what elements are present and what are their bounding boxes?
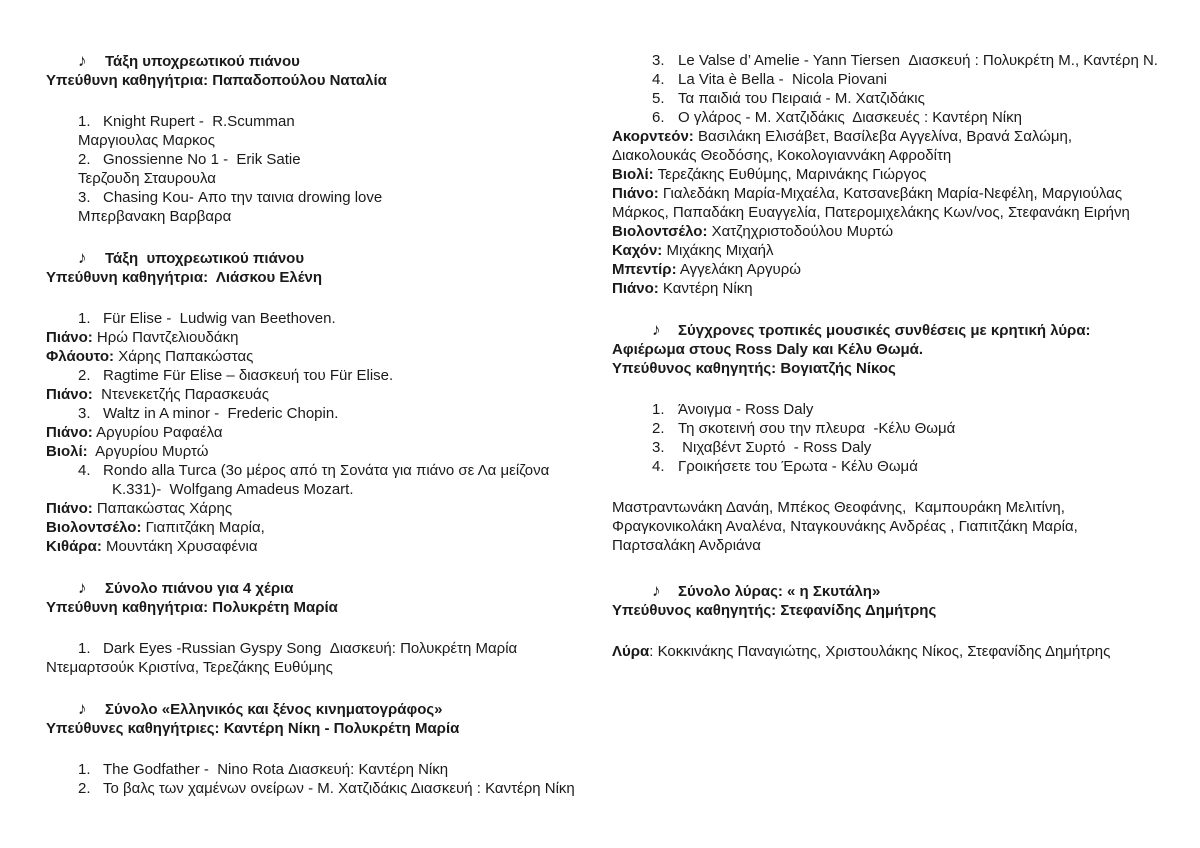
line-text: Ragtime Für Elise – διασκευή του Für Elise. xyxy=(103,367,394,384)
blank-line xyxy=(46,287,612,309)
line-text: Υπεύθυνη καθηγήτρια: Παπαδοπούλου Ναταλία xyxy=(46,72,387,89)
music-note-icon: ♪ xyxy=(652,320,661,339)
instrument-label: Πιάνο: xyxy=(46,500,93,517)
item-number: 3. xyxy=(78,189,91,206)
instrument-label: Πιάνο: xyxy=(46,424,93,441)
line-text: Παρτσαλάκη Ανδριάνα xyxy=(612,537,761,554)
blank-line xyxy=(46,677,612,699)
line-text: Le Valse d’ Amelie - Yann Tiersen Διασκευή : Πολυκρέτη Μ., Καντέρη Ν. xyxy=(678,52,1158,69)
line-text: Knight Rupert - R.Scumman xyxy=(103,113,295,130)
instrument-label: Πιάνο: xyxy=(46,329,93,346)
instrument-label: Ακορντεόν: xyxy=(612,128,694,145)
line-text: Σύγχρονες τροπικές μουσικές συνθέσεις με κρητική λύρα: xyxy=(678,322,1091,339)
line-text: Rondo alla Turca (3ο μέρος από τη Σονάτα για πιάνο σε Λα μείζονα xyxy=(103,462,550,479)
performer-name xyxy=(78,131,612,150)
line-text: Γιαλεδάκη Μαρία-Μιχαέλα, Κατσανεβάκη Μαρία-Νεφέλη, Μαργιούλας xyxy=(658,185,1123,202)
line-text: Μάρκος, Παπαδάκη Ευαγγελία, Πατερομιχελάκης Κων/νος, Στεφανάκη Ειρήνη xyxy=(612,204,1130,221)
program-item xyxy=(78,309,612,328)
instrument-label: Πιάνο: xyxy=(46,386,93,403)
performer-line xyxy=(612,517,1184,536)
item-number: 6. xyxy=(652,109,665,126)
instrument-label: Βιολί: xyxy=(612,166,654,183)
program-item xyxy=(78,188,612,207)
line-text: Άνοιγμα - Ross Daly xyxy=(678,401,814,418)
item-number: 2. xyxy=(78,151,91,168)
instrument-label: Μπεντίρ: xyxy=(612,261,677,278)
instrument-line xyxy=(612,260,1184,279)
section-subheading xyxy=(46,719,612,738)
item-number: 3. xyxy=(652,439,665,456)
section-subheading xyxy=(612,359,1184,378)
performer-name xyxy=(78,169,612,188)
line-text: Το βαλς των χαμένων ονείρων - Μ. Χατζιδάκις Διασκευή : Καντέρη Νίκη xyxy=(103,780,575,797)
line-text: Ο γλάρος - Μ. Χατζιδάκις Διασκευές : Καντέρη Νίκη xyxy=(678,109,1022,126)
instrument-line xyxy=(612,241,1184,260)
instrument-line xyxy=(612,279,1184,298)
instrument-line xyxy=(46,328,612,347)
item-number: 4. xyxy=(652,71,665,88)
line-text: Μαργιουλας Μαρκος xyxy=(78,132,216,149)
section-subheading xyxy=(612,340,1184,359)
section-heading xyxy=(652,320,1184,340)
performer-name xyxy=(78,207,612,226)
item-number: 1. xyxy=(78,640,91,657)
program-item xyxy=(78,404,612,423)
line-text: Τερζουδη Σταυρουλα xyxy=(78,170,216,187)
music-note-icon: ♪ xyxy=(652,581,661,600)
program-item xyxy=(78,112,612,131)
line-text: Αργυρίου Ραφαέλα xyxy=(92,424,223,441)
line-text: Für Elise - Ludwig van Beethoven. xyxy=(103,310,336,327)
item-number: 1. xyxy=(78,113,91,130)
line-text: Νιχαβέντ Συρτό - Ross Daly xyxy=(678,439,872,456)
instrument-line xyxy=(612,165,1184,184)
item-number: 2. xyxy=(78,367,91,384)
line-text: Μπερβανακη Βαρβαρα xyxy=(78,208,232,225)
line-text: Αγγελάκη Αργυρώ xyxy=(676,261,801,278)
item-number: 2. xyxy=(652,420,665,437)
item-number: 1. xyxy=(78,310,91,327)
program-item xyxy=(652,70,1184,89)
instrument-label: Πιάνο: xyxy=(612,280,659,297)
section-subheading xyxy=(612,601,1184,620)
line-text: Σύνολο λύρας: « η Σκυτάλη» xyxy=(678,583,881,600)
line-text: Ντενεκετζής Παρασκευάς xyxy=(92,386,269,403)
blank-line xyxy=(46,617,612,639)
program-item xyxy=(652,89,1184,108)
instrument-line xyxy=(46,423,612,442)
section-heading xyxy=(652,581,1184,601)
program-item xyxy=(78,150,612,169)
line-text: Τάξη υποχρεωτικού πιάνου xyxy=(105,53,300,70)
line-text: Παπακώστας Χάρης xyxy=(92,500,233,517)
section-heading xyxy=(78,699,612,719)
performer-line xyxy=(612,536,1184,555)
program-item xyxy=(78,366,612,385)
section-heading xyxy=(78,578,612,598)
program-item xyxy=(78,461,612,480)
instrument-label: Κιθάρα: xyxy=(46,538,102,555)
item-number: 3. xyxy=(652,52,665,69)
item-number: 4. xyxy=(652,458,665,475)
line-text: Γροικήσετε του Έρωτα - Κέλυ Θωμά xyxy=(678,458,918,475)
line-text: Σύνολο πιάνου για 4 χέρια xyxy=(105,580,294,597)
left-column xyxy=(46,51,612,798)
item-number: 4. xyxy=(78,462,91,479)
line-text: Αργυρίου Μυρτώ xyxy=(87,443,209,460)
item-number: 3. xyxy=(78,405,91,422)
instrument-line xyxy=(46,442,612,461)
line-text: Τη σκοτεινή σου την πλευρα -Κέλυ Θωμά xyxy=(678,420,956,437)
program-item xyxy=(652,438,1184,457)
blank-line xyxy=(612,620,1184,642)
line-text: Dark Eyes -Russian Gyspy Song Διασκευή: Πολυκρέτη Μαρία xyxy=(103,640,518,657)
instrument-line xyxy=(612,642,1184,661)
line-text: Υπεύθυνος καθηγητής: Στεφανίδης Δημήτρης xyxy=(612,602,937,619)
performer-line xyxy=(612,203,1184,222)
music-note-icon: ♪ xyxy=(78,699,87,718)
blank-line xyxy=(612,476,1184,498)
blank-line xyxy=(46,226,612,248)
program-item xyxy=(652,51,1184,70)
instrument-line xyxy=(46,385,612,404)
program-item xyxy=(652,457,1184,476)
program-item xyxy=(78,639,612,658)
line-text: Σύνολο «Ελληνικός και ξένος κινηματογράφος» xyxy=(105,701,443,718)
program-item-continuation xyxy=(112,480,612,499)
instrument-label: Βιολοντσέλο: xyxy=(46,519,142,536)
music-note-icon: ♪ xyxy=(78,248,87,267)
blank-line xyxy=(46,90,612,112)
section-subheading xyxy=(46,598,612,617)
program-item xyxy=(78,760,612,779)
right-column xyxy=(612,51,1184,661)
instrument-label: Πιάνο: xyxy=(612,185,659,202)
performer-line xyxy=(612,498,1184,517)
line-text: Γιαπιτζάκη Μαρία, xyxy=(141,519,265,536)
performer-line xyxy=(612,146,1184,165)
line-text: : Κοκκινάκης Παναγιώτης, Χριστουλάκης Νίκος, Στεφανίδης Δημήτρης xyxy=(649,643,1111,660)
program-item xyxy=(652,400,1184,419)
blank-line xyxy=(612,378,1184,400)
instrument-line xyxy=(46,347,612,366)
music-note-icon: ♪ xyxy=(78,51,87,70)
line-text: The Godfather - Nino Rota Διασκευή: Καντέρη Νίκη xyxy=(103,761,449,778)
line-text: Τερεζάκης Ευθύμης, Μαρινάκης Γιώργος xyxy=(653,166,927,183)
line-text: Χατζηχριστοδούλου Μυρτώ xyxy=(707,223,894,240)
line-text: Διακολουκάς Θεοδόσης, Κοκολογιαννάκη Αφροδίτη xyxy=(612,147,952,164)
line-text: Υπεύθυνες καθηγήτριες: Καντέρη Νίκη - Πολυκρέτη Μαρία xyxy=(46,720,460,737)
line-text: Καντέρη Νίκη xyxy=(658,280,753,297)
line-text: Βασιλάκη Ελισάβετ, Βασίλεβα Αγγελίνα, Βρανά Σαλώμη, xyxy=(693,128,1073,145)
blank-line xyxy=(46,738,612,760)
program-item xyxy=(652,419,1184,438)
instrument-line xyxy=(612,222,1184,241)
instrument-label: Φλάουτο: xyxy=(46,348,115,365)
line-text: Φραγκονικολάκη Αναλένα, Νταγκουνάκης Ανδρέας , Γιαπιτζάκη Μαρία, xyxy=(612,518,1078,535)
program-item xyxy=(78,779,612,798)
line-text: Χάρης Παπακώστας xyxy=(114,348,254,365)
instrument-line xyxy=(612,127,1184,146)
instrument-label: Βιολί: xyxy=(46,443,88,460)
instrument-label: Βιολοντσέλο: xyxy=(612,223,708,240)
line-text: Τα παιδιά του Πειραιά - Μ. Χατζιδάκις xyxy=(678,90,925,107)
section-heading xyxy=(78,51,612,71)
line-text: Υπεύθυνη καθηγήτρια: Πολυκρέτη Μαρία xyxy=(46,599,338,616)
line-text: La Vita è Bella - Nicola Piovani xyxy=(678,71,888,88)
instrument-line xyxy=(46,499,612,518)
line-text: Αφιέρωμα στους Ross Daly και Κέλυ Θωμά. xyxy=(612,341,924,358)
line-text: Τάξη υποχρεωτικού πιάνου xyxy=(105,250,305,267)
line-text: Chasing Kou- Απο την ταινια drowing love xyxy=(103,189,383,206)
instrument-label: Καχόν: xyxy=(612,242,663,259)
line-text: Μιχάκης Μιχαήλ xyxy=(662,242,774,259)
instrument-line xyxy=(46,537,612,556)
instrument-label: Λύρα xyxy=(612,643,650,660)
item-number: 1. xyxy=(78,761,91,778)
blank-line xyxy=(46,556,612,578)
line-text: Μουντάκη Χρυσαφένια xyxy=(101,538,258,555)
program-item xyxy=(652,108,1184,127)
blank-line xyxy=(612,555,1184,581)
music-note-icon: ♪ xyxy=(78,578,87,597)
section-subheading xyxy=(46,71,612,90)
line-text: Μαστραντωνάκη Δανάη, Μπέκος Θεοφάνης, Καμπουράκη Μελιτίνη, xyxy=(612,499,1065,516)
line-text: Υπεύθυνη καθηγήτρια: Λιάσκου Ελένη xyxy=(46,269,323,286)
instrument-line xyxy=(612,184,1184,203)
line-text: Waltz in A minor - Frederic Chopin. xyxy=(103,405,339,422)
line-text: Ντεμαρτσούκ Κριστίνα, Τερεζάκης Ευθύμης xyxy=(46,659,333,676)
line-text: Κ.331)- Wolfgang Amadeus Mozart. xyxy=(112,481,354,498)
blank-line xyxy=(612,298,1184,320)
line-text: Υπεύθυνος καθηγητής: Βογιατζής Νίκος xyxy=(612,360,896,377)
instrument-line xyxy=(46,518,612,537)
line-text: Gnossienne No 1 - Erik Satie xyxy=(103,151,301,168)
item-number: 2. xyxy=(78,780,91,797)
section-heading xyxy=(78,248,612,268)
line-text: Ηρώ Παντζελιουδάκη xyxy=(92,329,239,346)
item-number: 5. xyxy=(652,90,665,107)
performer-line xyxy=(46,658,612,677)
item-number: 1. xyxy=(652,401,665,418)
section-subheading xyxy=(46,268,612,287)
